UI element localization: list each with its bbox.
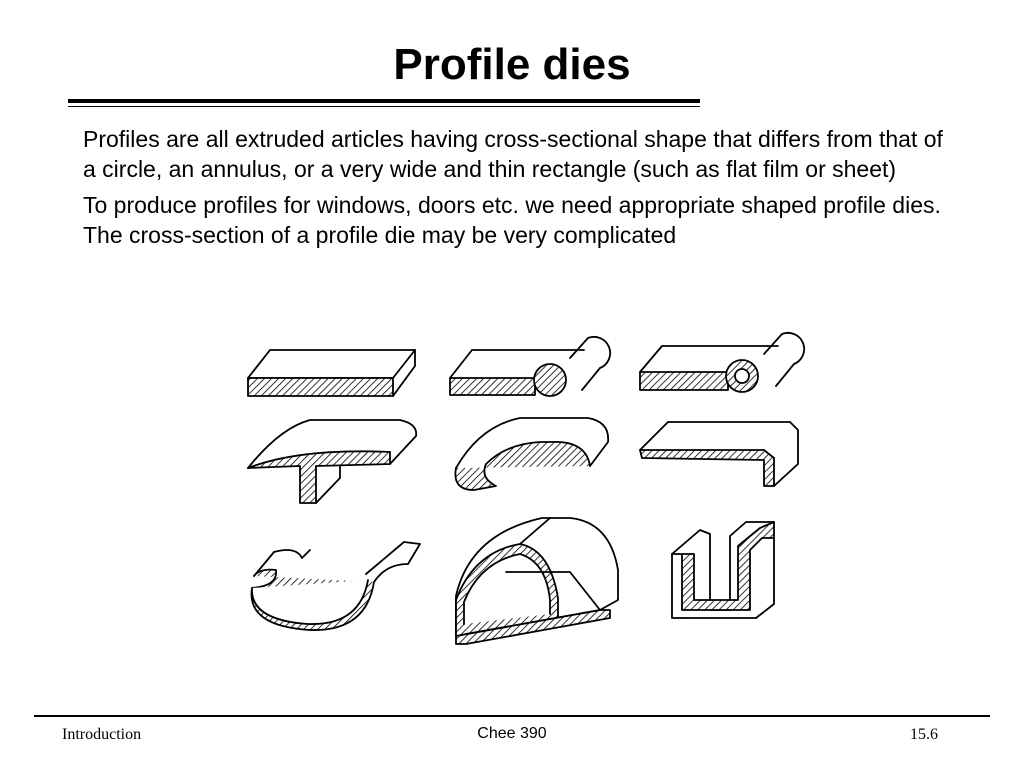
bar-with-solid-bead-profile-icon (450, 337, 610, 396)
channel-profile-icon (672, 522, 774, 618)
curled-edge-profile-icon (455, 418, 608, 490)
paragraph-definition: Profiles are all extruded articles having cross-sectional shape that differs from that of a circle, an annulus, or a very wide and thin rectangle (such as flat film or sheet) (83, 126, 943, 182)
title-underline (68, 99, 700, 103)
angle-lip-profile-icon (640, 422, 798, 486)
gutter-profile-icon (251, 542, 420, 630)
footer-rule (34, 715, 990, 717)
flat-bar-profile-icon (248, 350, 415, 396)
title-underline-thin (68, 106, 700, 107)
body-text (83, 124, 943, 256)
footer-slide-number: 15.6 (910, 726, 938, 743)
bar-with-hollow-bead-profile-icon (640, 333, 804, 392)
paragraph-application: To produce profiles for windows, doors etc. we need appropriate shaped profile dies. The cross-section of a profile die may be very complicated (83, 192, 941, 248)
profile-shapes-figure (190, 318, 870, 668)
footer-section-label: Introduction (62, 726, 142, 743)
arch-profile-icon (456, 518, 618, 644)
slide-title: Profile dies (393, 40, 631, 89)
t-section-profile-icon (248, 420, 416, 503)
footer-course-label: Chee 390 (477, 725, 547, 742)
